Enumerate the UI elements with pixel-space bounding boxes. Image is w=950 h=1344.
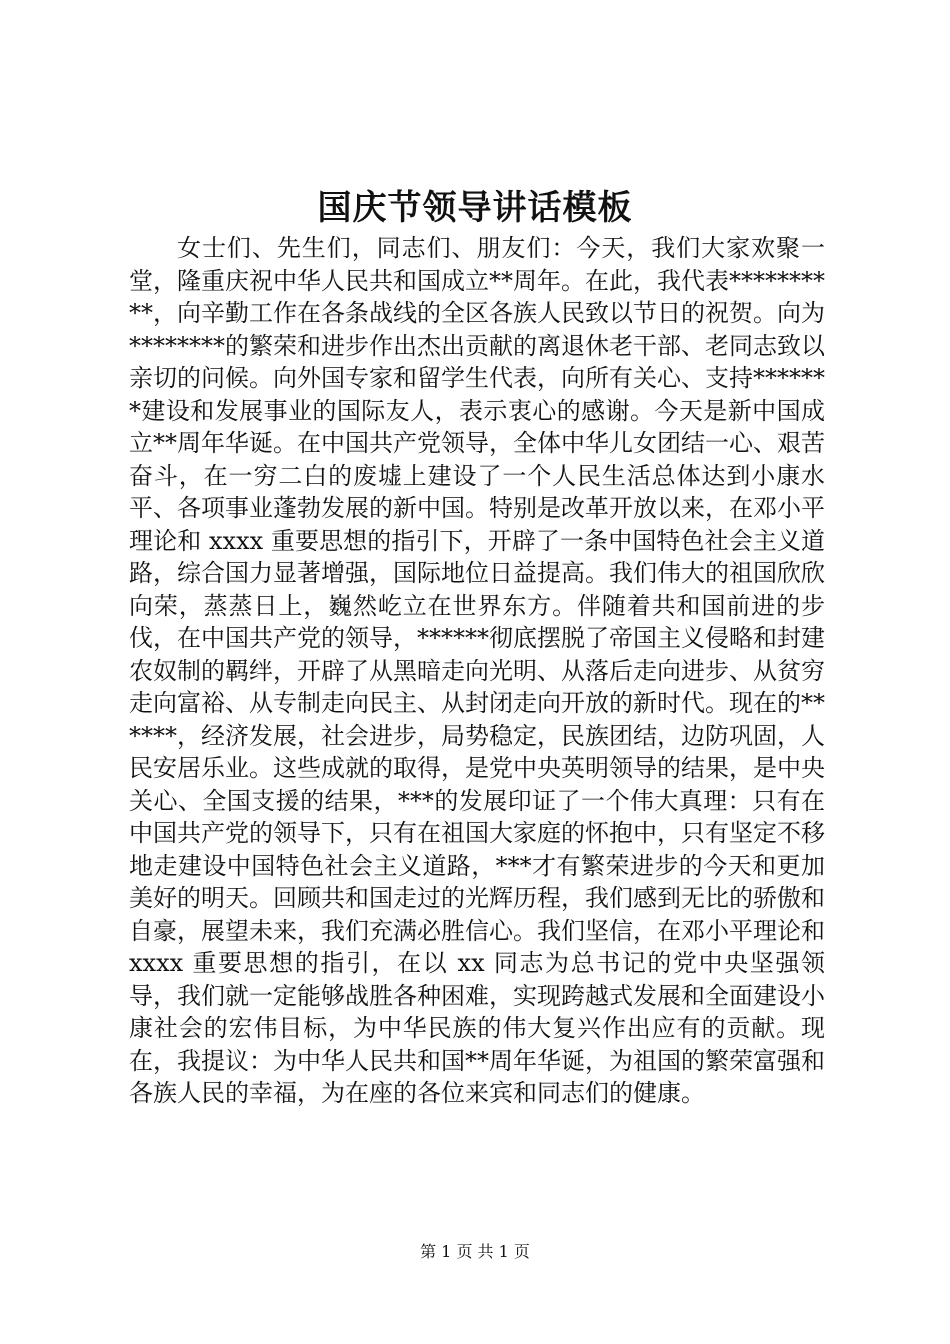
document-body-paragraph: 女士们、先生们，同志们、朋友们：今天，我们大家欢聚一堂，隆重庆祝中华人民共和国成立**周年。在此，我代表**********，向辛勤工作在各条战线的全区各族人民致以节日的祝贺。向为********的繁荣和进步作出杰出贡献的离退休老干部、老同志致以亲切的问候。向外国专家和留学生代表，向所有关心、支持*******建设和发展事业的国际友人，表示衷心的感谢。今天是新中国成立**周年华诞。在中国共产党领导，全体中华儿女团结一心、艰苦奋斗，在一穷二白的废墟上建设了一个人民生活总体达到小康水平、各项事业蓬勃发展的新中国。特别是改革开放以来，在邓小平理论和 xxxx 重要思想的指引下，开辟了一条中国特色社会主义道路，综合国力显著增强，国际地位日益提高。我们伟大的祖国欣欣向荣，蒸蒸日上，巍然屹立在世界东方。伴随着共和国前进的步伐，在中国共产党的领导，******彻底摆脱了帝国主义侵略和封建农奴制的羁绊，开辟了从黑暗走向光明、从落后走向进步、从贫穷走向富裕、从专制走向民主、从封闭走向开放的新时代。现在的******，经济发展，社会进步，局势稳定，民族团结，边防巩固，人民安居乐业。这些成就的取得，是党中央英明领导的结果，是中央关心、全国支援的结果，***的发展印证了一个伟大真理：只有在中国共产党的领导下，只有在祖国大家庭的怀抱中，只有坚定不移地走建设中国特色社会主义道路，***才有繁荣进步的今天和更加美好的明天。回顾共和国走过的光辉历程，我们感到无比的骄傲和自豪，展望未来，我们充满必胜信心。我们坚信，在邓小平理论和 xxxx 重要思想的指引，在以 xx 同志为总书记的党中央坚强领导，我们就一定能够战胜各种困难，实现跨越式发展和全面建设小康社会的宏伟目标，为中华民族的伟大复兴作出应有的贡献。现在，我提议：为中华人民共和国**周年华诞，为祖国的繁荣富强和各族人民的幸福，为在座的各位来宾和同志们的健康。 bbox=[129, 234, 825, 1107]
page-number-footer: 第 1 页 共 1 页 bbox=[420, 1242, 530, 1261]
document-title: 国庆节领导讲话模板 bbox=[317, 188, 633, 228]
